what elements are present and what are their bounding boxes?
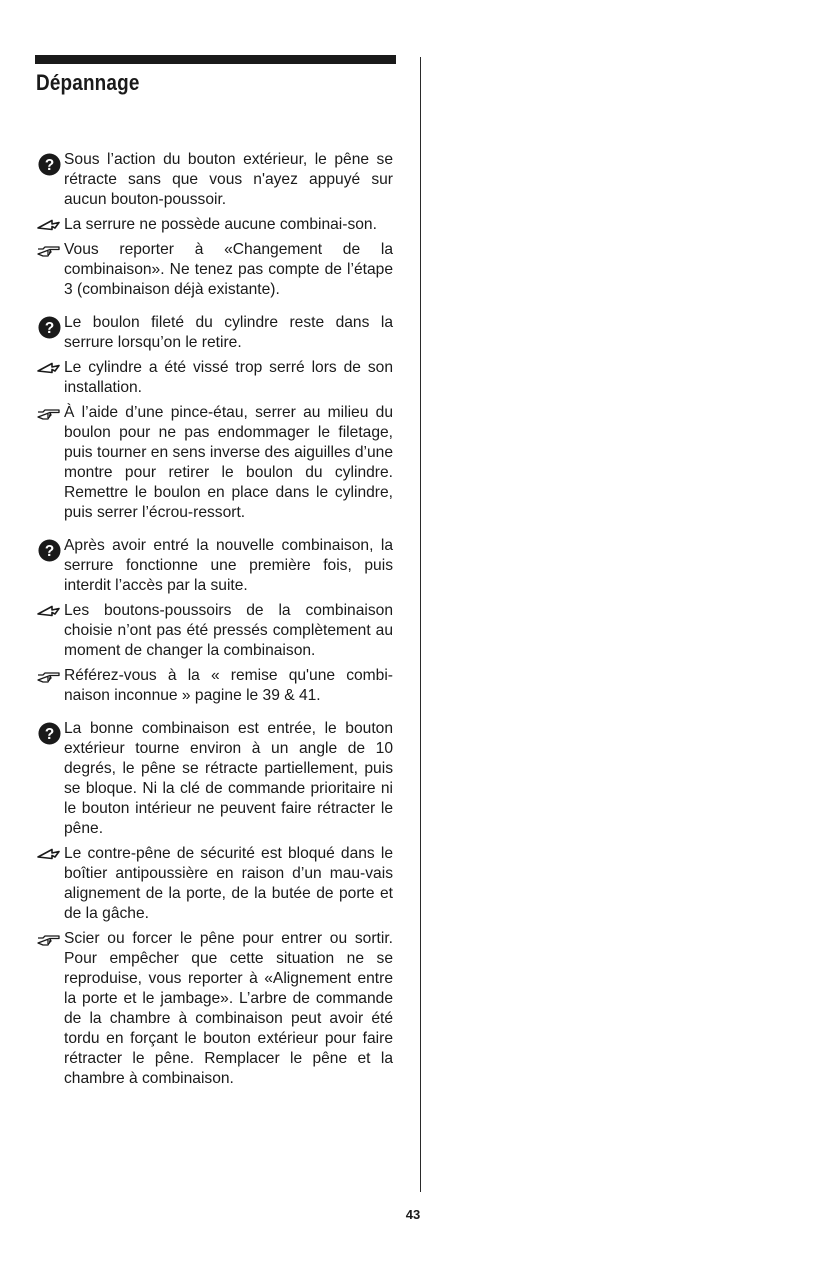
problem-entry <box>36 313 393 353</box>
question-circle-icon <box>38 153 61 176</box>
svg-text:?: ? <box>44 542 55 560</box>
pointing-hand-icon <box>36 669 62 685</box>
arrow-right-icon <box>36 217 62 233</box>
solution-entry <box>36 666 393 706</box>
problem-entry <box>36 719 393 839</box>
solution-text: Vous reporter à «Changement de la combinaison». Ne tenez pas compte de l’étape 3 (combinaison déjà existante). <box>64 241 393 298</box>
cause-text: Les boutons-poussoirs de la combinaison choisie n’ont pas été pressés complètement au moment de changer la combinaison. <box>64 602 393 659</box>
page-number: 43 <box>405 1207 421 1222</box>
column-divider <box>420 57 421 1192</box>
pointing-hand-icon <box>36 243 62 259</box>
troubleshooting-list <box>36 150 393 1089</box>
cause-text: La serrure ne possède aucune combinai-son. <box>64 216 377 233</box>
problem-text: Après avoir entré la nouvelle combinaison, la serrure fonctionne une première fois, puis interdit l’accès par la suite. <box>64 537 393 594</box>
problem-text: Le boulon fileté du cylindre reste dans la serrure lorsqu’on le retire. <box>64 314 393 351</box>
arrow-right-icon <box>36 603 62 619</box>
cause-entry <box>36 215 393 235</box>
troubleshooting-group <box>36 719 393 1089</box>
solution-text: Scier ou forcer le pêne pour entrer ou sortir. Pour empêcher que cette situation ne se reproduise, vous reporter à «Alignement entre la porte et le jambage». L’arbre de commande de la chambre à combinaison peut avoir été tordu en forçant le bouton extérieur pour faire rétracter le pêne. Remplacer le pêne et la chambre à combinaison. <box>64 930 393 1087</box>
svg-text:?: ? <box>44 156 55 174</box>
arrow-right-icon <box>36 846 62 862</box>
troubleshooting-group <box>36 150 393 300</box>
solution-entry <box>36 240 393 300</box>
arrow-right-icon <box>36 360 62 376</box>
cause-text: Le contre-pêne de sécurité est bloqué dans le boîtier antipoussière en raison d’un mau-vais alignement de la porte, de la butée de porte et de la gâche. <box>64 845 393 922</box>
pointing-hand-icon <box>36 406 62 422</box>
question-circle-icon <box>38 539 61 562</box>
solution-entry <box>36 929 393 1089</box>
question-circle-icon <box>38 722 61 745</box>
problem-text: Sous l’action du bouton extérieur, le pêne se rétracte sans que vous n'ayez appuyé sur aucun bouton-poussoir. <box>64 151 393 208</box>
problem-entry <box>36 150 393 210</box>
pointing-hand-icon <box>36 932 62 948</box>
troubleshooting-group <box>36 536 393 706</box>
problem-entry <box>36 536 393 596</box>
cause-entry <box>36 844 393 924</box>
svg-text:?: ? <box>44 319 55 337</box>
cause-text: Le cylindre a été vissé trop serré lors de son installation. <box>64 359 393 396</box>
cause-entry <box>36 601 393 661</box>
problem-text: La bonne combinaison est entrée, le bouton extérieur tourne environ à un angle de 10 degrés, le pêne se rétracte partiellement, puis se bloque. Ni la clé de commande prioritaire ni le bouton intérieur ne peuvent faire rétracter le pêne. <box>64 720 393 837</box>
top-rule <box>35 55 396 64</box>
cause-entry <box>36 358 393 398</box>
solution-text: Référez-vous à la « remise qu'une combi-naison inconnue » pagine le 39 & 41. <box>64 667 393 704</box>
troubleshooting-group <box>36 313 393 523</box>
solution-text: À l’aide d’une pince-étau, serrer au milieu du boulon pour ne pas endommager le filetage, puis tourner en sens inverse des aiguilles d’une montre pour retirer le boulon du cylindre. Remettre le boulon en place dans le cylindre, puis serrer l’écrou-ressort. <box>64 404 393 521</box>
page-title: Dépannage <box>36 70 140 95</box>
solution-entry <box>36 403 393 523</box>
svg-text:?: ? <box>44 725 55 743</box>
question-circle-icon <box>38 316 61 339</box>
